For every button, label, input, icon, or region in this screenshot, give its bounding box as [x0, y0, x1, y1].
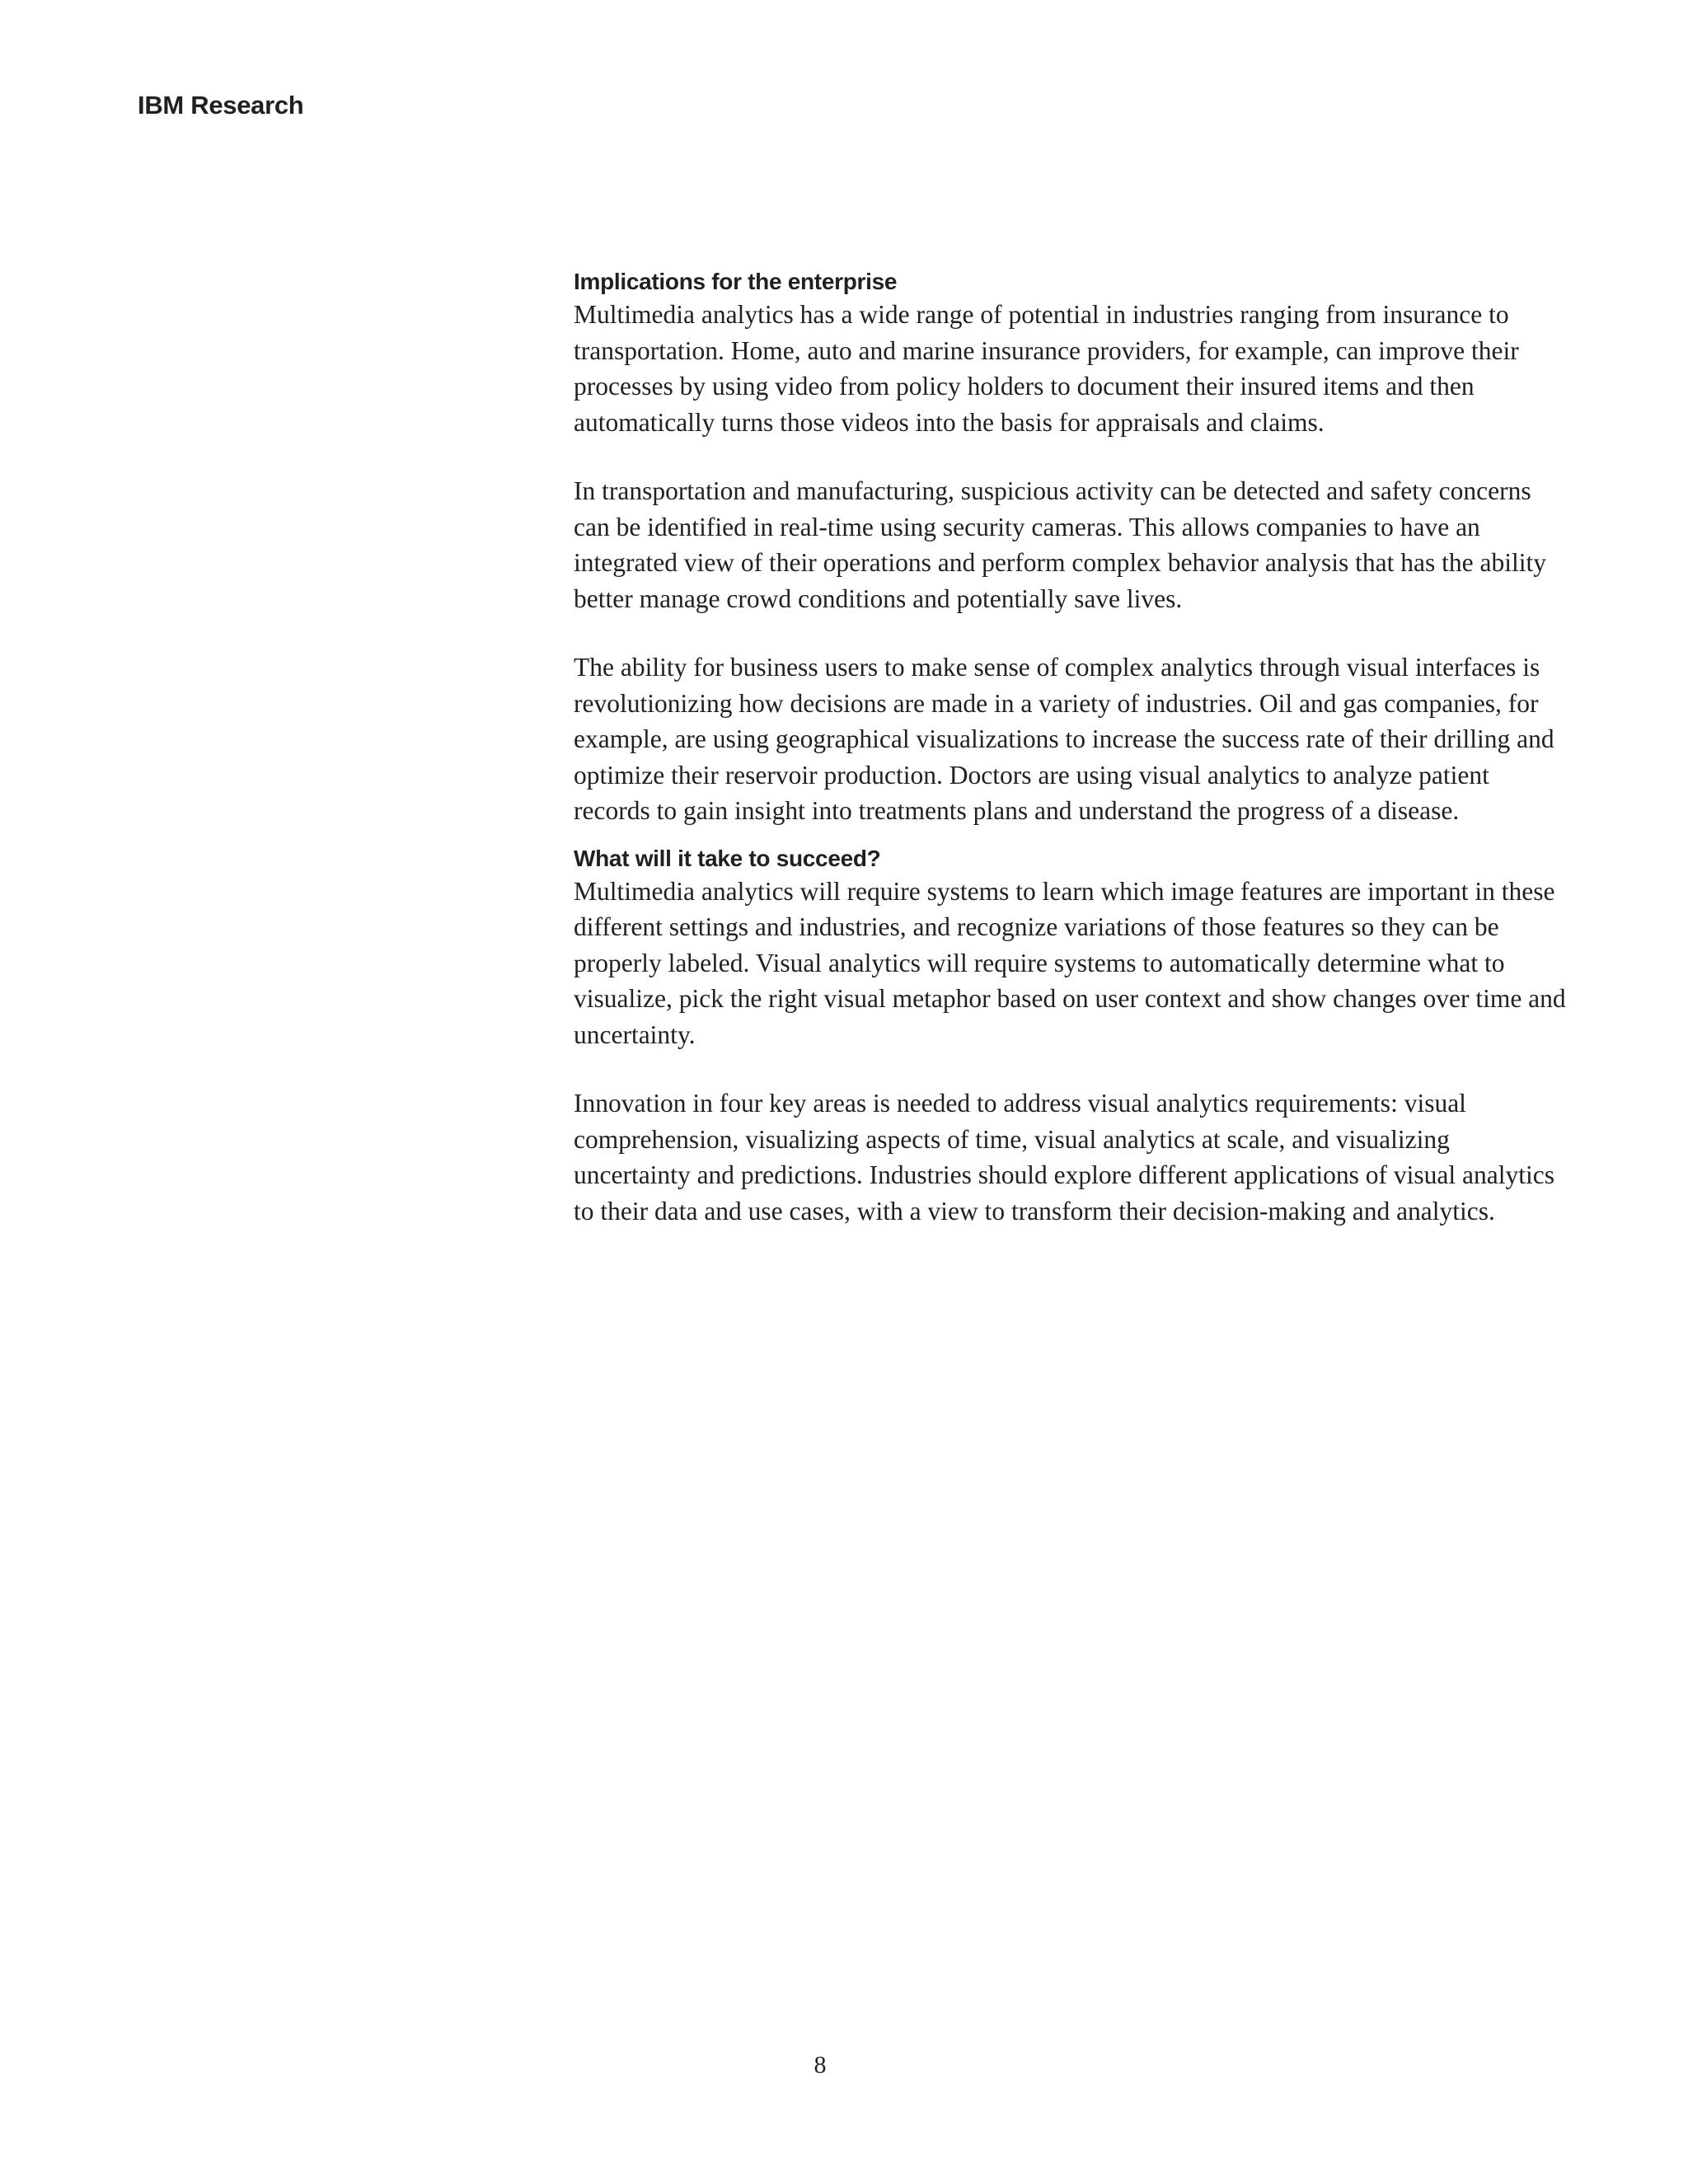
- section-heading: Implications for the enterprise: [574, 269, 898, 294]
- paragraph: Innovation in four key areas is needed to address visual analytics requirements: visual comprehension, visualizing aspects of time, visual analytics at scale, and visualizing uncertainty and predictions. Industries should explore different applications of visual analytics to their data and use cases, with a view to transform their decision-making and analytics.: [574, 1089, 1554, 1226]
- paragraph: The ability for business users to make sense of complex analytics through visual interfaces is revolutionizing how decisions are made in a variety of industries. Oil and gas companies, for example, are using geographical visualizations to increase the success rate of their drilling and optimize their reservoir production. Doctors are using visual analytics to analyze patient records to gain insight into treatments plans and understand the progress of a disease.: [574, 653, 1554, 825]
- document-body: [574, 267, 1568, 1229]
- page-number: 8: [814, 2051, 827, 2079]
- section-heading: What will it take to succeed?: [574, 845, 881, 871]
- paragraph: Multimedia analytics will require systems to learn which image features are important in these different settings and industries, and recognize variations of those features so they can be properly labeled. Visual analytics will require systems to automatically determine what to visualize, pick the right visual metaphor based on user context and show changes over time and uncertainty.: [574, 876, 1566, 1049]
- paragraph: Multimedia analytics has a wide range of potential in industries ranging from insurance to transportation. Home, auto and marine insurance providers, for example, can improve their processes by using video from policy holders to document their insured items and then automatically turns those videos into the basis for appraisals and claims.: [574, 300, 1519, 437]
- section-implications: [574, 267, 1568, 829]
- header-brand: IBM Research: [138, 91, 304, 120]
- paragraph: In transportation and manufacturing, suspicious activity can be detected and safety concerns can be identified in real-time using security cameras. This allows companies to have an integrated view of their operations and perform complex behavior analysis that has the ability better manage crowd conditions and potentially save lives.: [574, 476, 1547, 613]
- section-succeed: [574, 844, 1568, 1230]
